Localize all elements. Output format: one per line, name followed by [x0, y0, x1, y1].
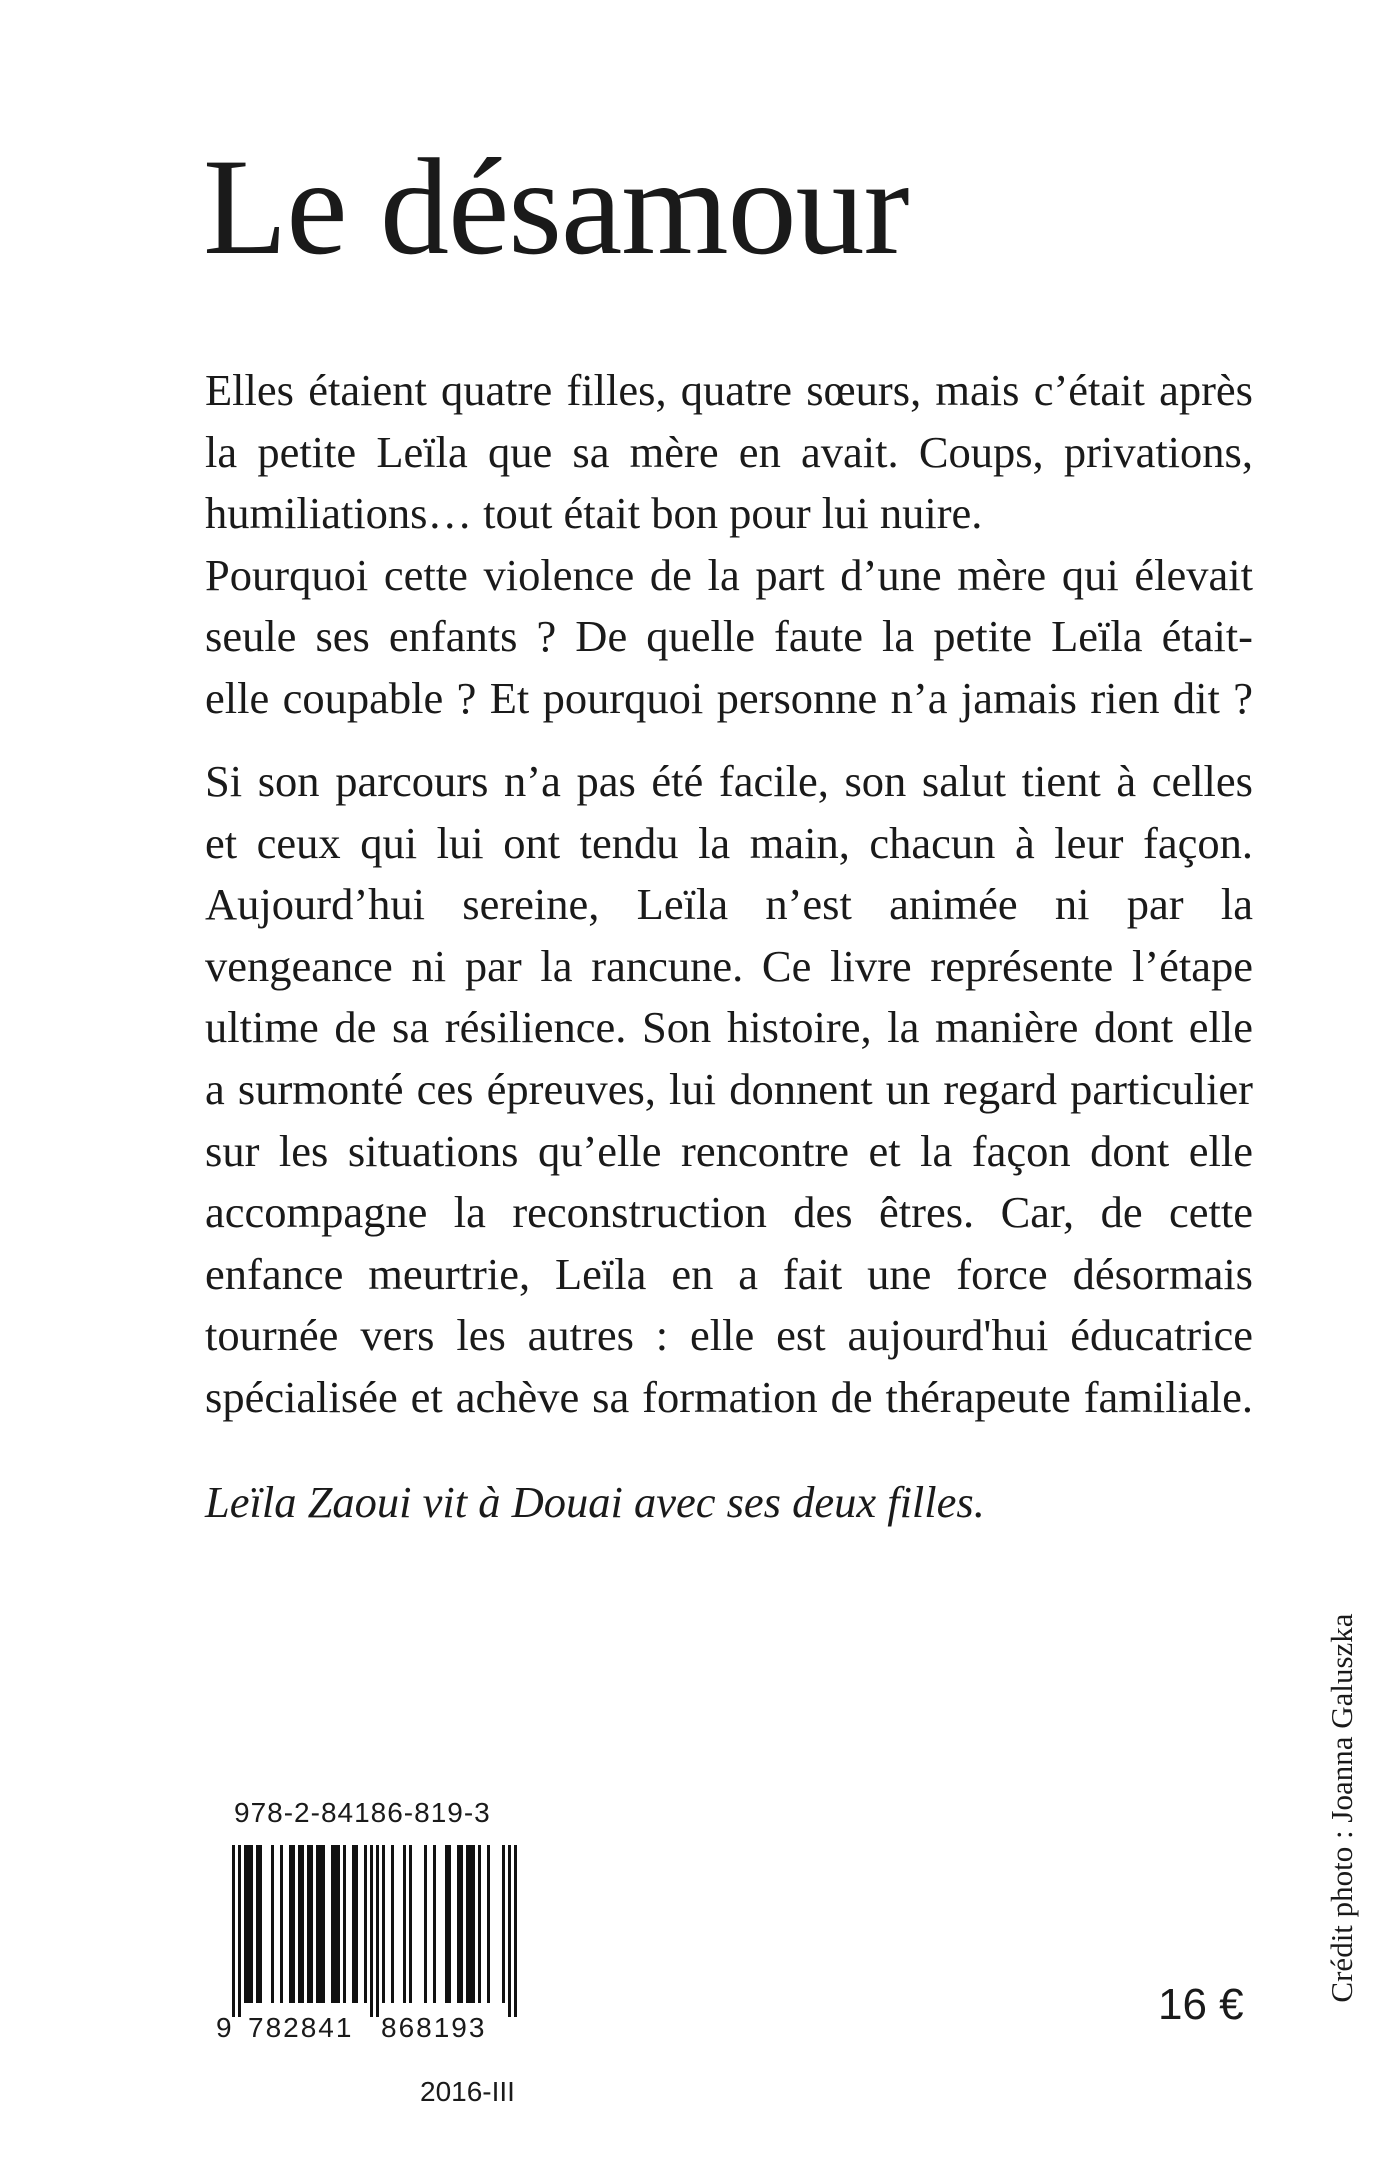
barcode-bar	[472, 1845, 475, 2003]
text-line: seule ses enfants ? De quelle faute la petite Leïla était-	[205, 611, 1253, 662]
photo-credit: Crédit photo : Joanna Galuszka	[1324, 1613, 1359, 2003]
text-line: elle coupable ? Et pourquoi personne n’a jamais rien dit ?	[205, 672, 1253, 723]
barcode-bar	[343, 1845, 346, 2003]
text-line: Elles étaient quatre filles, quatre sœurs, mais c’était après	[205, 365, 1253, 415]
barcode-bar	[445, 1845, 448, 2003]
barcode-bar	[316, 1845, 319, 2003]
text-line: tournée vers les autres : elle est aujourd'hui éducatrice	[205, 1310, 1253, 1361]
barcode-bar	[337, 1845, 340, 2003]
barcode-digits-right: 868193	[381, 2012, 487, 2043]
barcode-bar	[502, 1845, 505, 2003]
isbn-number: 978-2-84186-819-3	[234, 1797, 491, 1828]
barcode-bar	[403, 1845, 406, 2003]
text-line: Si son parcours n’a pas été facile, son salut tient à celles	[205, 756, 1253, 806]
barcode-bar	[289, 1845, 292, 2003]
barcode-bar	[232, 1845, 235, 2017]
barcode-bar	[298, 1845, 301, 2003]
book-title: Le désamour	[203, 130, 909, 283]
barcode-bar	[307, 1845, 310, 2003]
author-note: Leïla Zaoui vit à Douai avec ses deux filles.	[205, 1477, 985, 1527]
barcode-bar	[352, 1845, 355, 2003]
text-line: a surmonté ces épreuves, lui donnent un regard particulier	[205, 1063, 1253, 1114]
text-line: Aujourd’hui sereine, Leïla n’est animée ni par la	[205, 879, 1253, 930]
barcode-bar	[433, 1845, 436, 2003]
price: 16 €	[1158, 1980, 1244, 2029]
barcode-bar	[292, 1845, 295, 2003]
barcode-bar	[259, 1845, 262, 2003]
barcode-bar	[466, 1845, 469, 2003]
barcode-bar	[409, 1845, 412, 2003]
barcode-digit-first: 9	[216, 2012, 232, 2043]
barcode-bar	[508, 1845, 511, 2017]
synopsis-paragraph-2	[205, 751, 1253, 1429]
barcode-bar	[250, 1845, 253, 2003]
barcode-bar	[247, 1845, 250, 2003]
barcode-bar	[310, 1845, 313, 2003]
isbn-barcode	[208, 1845, 520, 2045]
text-line: vengeance ni par la rancune. Ce livre représente l’étape	[205, 940, 1253, 991]
barcode-bar	[448, 1845, 451, 2003]
barcode-bar	[244, 1845, 247, 2003]
edition-code: 2016-III	[420, 2076, 515, 2107]
barcode-bar	[334, 1845, 337, 2003]
barcode-bar	[319, 1845, 322, 2003]
barcode-bar	[331, 1845, 334, 2003]
text-line: Pourquoi cette violence de la part d’une mère qui élevait	[205, 549, 1253, 600]
synopsis-paragraph-1	[205, 360, 1253, 730]
barcode-bar	[382, 1845, 385, 2003]
text-line: accompagne la reconstruction des êtres. Car, de cette	[205, 1187, 1253, 1238]
barcode-bar	[478, 1845, 481, 2003]
text-line: humiliations… tout était bon pour lui nuire.	[205, 488, 983, 539]
barcode-bar	[514, 1845, 517, 2017]
barcode-bar	[391, 1845, 394, 2003]
barcode-bars	[232, 1845, 517, 2017]
text-line: ultime de sa résilience. Son histoire, la manière dont elle	[205, 1002, 1253, 1053]
barcode-bar	[364, 1845, 367, 2003]
text-line: enfance meurtrie, Leïla en a fait une force désormais	[205, 1248, 1253, 1299]
barcode-bar	[322, 1845, 325, 2003]
barcode-bar	[280, 1845, 283, 2003]
barcode-bar	[487, 1845, 490, 2003]
barcode-bar	[376, 1845, 379, 2017]
barcode-digits-left: 782841	[248, 2012, 354, 2043]
text-line: spécialisée et achève sa formation de thérapeute familiale.	[205, 1371, 1253, 1422]
barcode-bar	[256, 1845, 259, 2003]
text-line: et ceux qui lui ont tendu la main, chacun à leur façon.	[205, 817, 1253, 868]
barcode-bar	[469, 1845, 472, 2003]
barcode-bar	[460, 1845, 463, 2003]
barcode-bar	[355, 1845, 358, 2003]
barcode-bar	[301, 1845, 304, 2003]
barcode-bar	[238, 1845, 241, 2017]
barcode-bar	[424, 1845, 427, 2003]
barcode-bar	[370, 1845, 373, 2017]
barcode-bar	[271, 1845, 274, 2003]
text-line: sur les situations qu’elle rencontre et la façon dont elle	[205, 1125, 1253, 1176]
barcode-bar	[457, 1845, 460, 2003]
text-line: la petite Leïla que sa mère en avait. Coups, privations,	[205, 426, 1253, 477]
